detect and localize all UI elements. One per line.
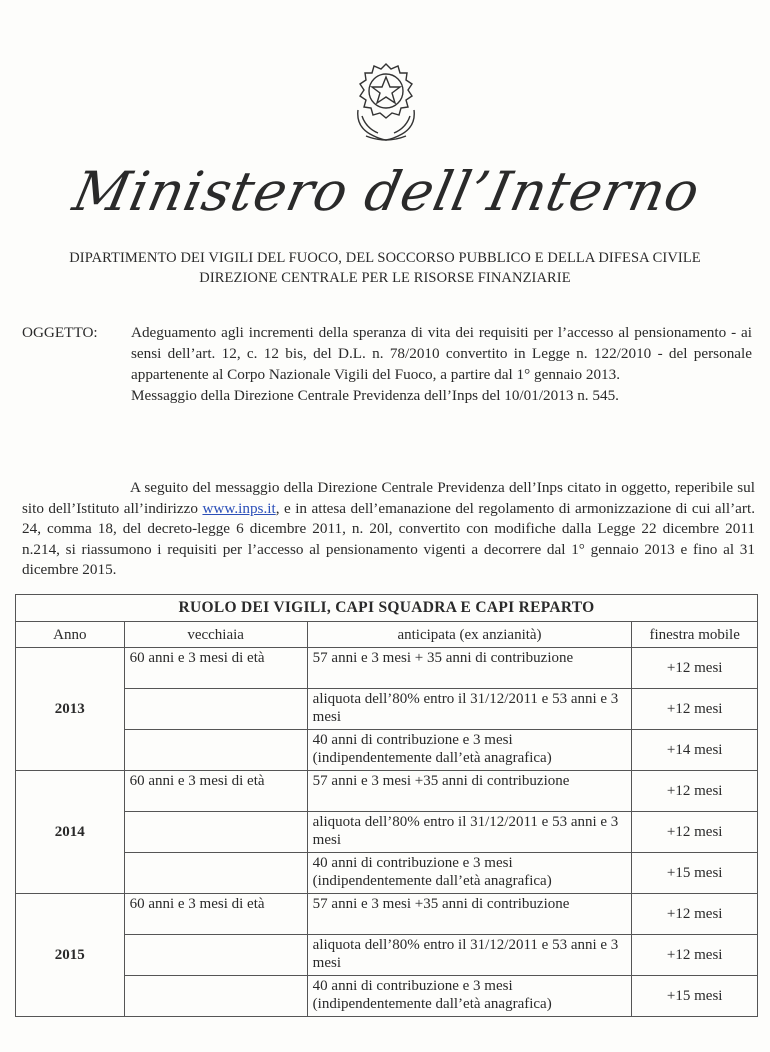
table-header-row [16, 622, 758, 648]
subject-block [22, 322, 752, 406]
finestra-cell: +12 mesi [632, 812, 758, 853]
table-row [16, 935, 758, 976]
finestra-cell: +12 mesi [632, 648, 758, 689]
finestra-cell: +15 mesi [632, 853, 758, 894]
table-row [16, 730, 758, 771]
vecchiaia-cell-empty [124, 976, 307, 1017]
finestra-cell: +12 mesi [632, 894, 758, 935]
header-anticipata: anticipata (ex anzianità) [307, 622, 632, 648]
paragraph-text-1: A seguito del messaggio della Direzione Centrale Previdenza dell’Inps citato in oggetto, reperibile sul sito dell’Istituto all’indirizzo [22, 479, 755, 517]
italian-republic-emblem-icon [346, 60, 426, 144]
anticipata-cell: 40 anni di contribuzione e 3 mesi (indipendentemente dall’età anagrafica) [307, 853, 632, 894]
vecchiaia-cell-empty [124, 812, 307, 853]
body-paragraph [22, 478, 755, 581]
finestra-cell: +12 mesi [632, 935, 758, 976]
vecchiaia-cell: 60 anni e 3 mesi di età [124, 648, 307, 689]
anticipata-cell: 57 anni e 3 mesi +35 anni di contribuzione [307, 771, 632, 812]
vecchiaia-cell-empty [124, 853, 307, 894]
vecchiaia-cell-empty [124, 730, 307, 771]
ministry-title: Ministero dell’Interno [67, 160, 706, 223]
anticipata-cell: 40 anni di contribuzione e 3 mesi (indipendentemente dall’età anagrafica) [307, 976, 632, 1017]
department-heading [0, 248, 770, 288]
finestra-cell: +12 mesi [632, 689, 758, 730]
vecchiaia-cell: 60 anni e 3 mesi di età [124, 894, 307, 935]
anticipata-cell: 57 anni e 3 mesi + 35 anni di contribuzione [307, 648, 632, 689]
finestra-cell: +14 mesi [632, 730, 758, 771]
year-cell: 2015 [16, 894, 125, 1017]
anticipata-cell: aliquota dell’80% entro il 31/12/2011 e 53 anni e 3 mesi [307, 812, 632, 853]
anticipata-cell: aliquota dell’80% entro il 31/12/2011 e 53 anni e 3 mesi [307, 689, 632, 730]
table-row [16, 812, 758, 853]
finestra-cell: +15 mesi [632, 976, 758, 1017]
header-finestra-mobile: finestra mobile [632, 622, 758, 648]
table-row [16, 853, 758, 894]
subject-label: OGGETTO: [22, 324, 98, 341]
department-line-2: DIREZIONE CENTRALE PER LE RISORSE FINANZIARIE [199, 270, 571, 286]
table-row [16, 976, 758, 1017]
anticipata-cell: 57 anni e 3 mesi +35 anni di contribuzione [307, 894, 632, 935]
anticipata-cell: 40 anni di contribuzione e 3 mesi (indipendentemente dall’età anagrafica) [307, 730, 632, 771]
vecchiaia-cell-empty [124, 935, 307, 976]
finestra-cell: +12 mesi [632, 771, 758, 812]
table-title: RUOLO DEI VIGILI, CAPI SQUADRA E CAPI REPARTO [16, 595, 758, 622]
subject-message: Messaggio della Direzione Centrale Previdenza dell’Inps del 10/01/2013 n. 545. [131, 387, 619, 404]
header-anno: Anno [16, 622, 125, 648]
table-row [16, 689, 758, 730]
table-row [16, 894, 758, 935]
header-vecchiaia: vecchiaia [124, 622, 307, 648]
vecchiaia-cell: 60 anni e 3 mesi di età [124, 771, 307, 812]
anticipata-cell: aliquota dell’80% entro il 31/12/2011 e 53 anni e 3 mesi [307, 935, 632, 976]
table-row [16, 648, 758, 689]
vecchiaia-cell-empty [124, 689, 307, 730]
year-cell: 2013 [16, 648, 125, 771]
inps-link[interactable]: www.inps.it [202, 499, 276, 517]
table-row [16, 771, 758, 812]
subject-text: Adeguamento agli incrementi della speranza di vita dei requisiti per l’accesso al pensionamento - ai sensi dell’art. 12, c. 12 bis, del D.L. n. 78/2010 convertito in Legge n. 122/2010 - del personale appartenente al Corpo Nazionale Vigili del Fuoco, a partire dal 1° gennaio 2013. [131, 324, 752, 383]
paragraph-text-2: , e in attesa dell’emanazione del regolamento di armonizzazione di cui all’art. 24, comma 18, del decreto-legge 6 dicembre 2011, n. 20l, convertito con modifiche dalla Legge 22 dicembre 2011 n.214, si riassumono i requisiti per l’accesso al pensionamento vigenti a decorrere dal 1° gennaio 2013 e fino al 31 dicembre 2015. [22, 499, 755, 579]
department-line-1: DIPARTIMENTO DEI VIGILI DEL FUOCO, DEL SOCCORSO PUBBLICO E DELLA DIFESA CIVILE [69, 250, 701, 266]
requirements-table [15, 594, 758, 1017]
year-cell: 2014 [16, 771, 125, 894]
